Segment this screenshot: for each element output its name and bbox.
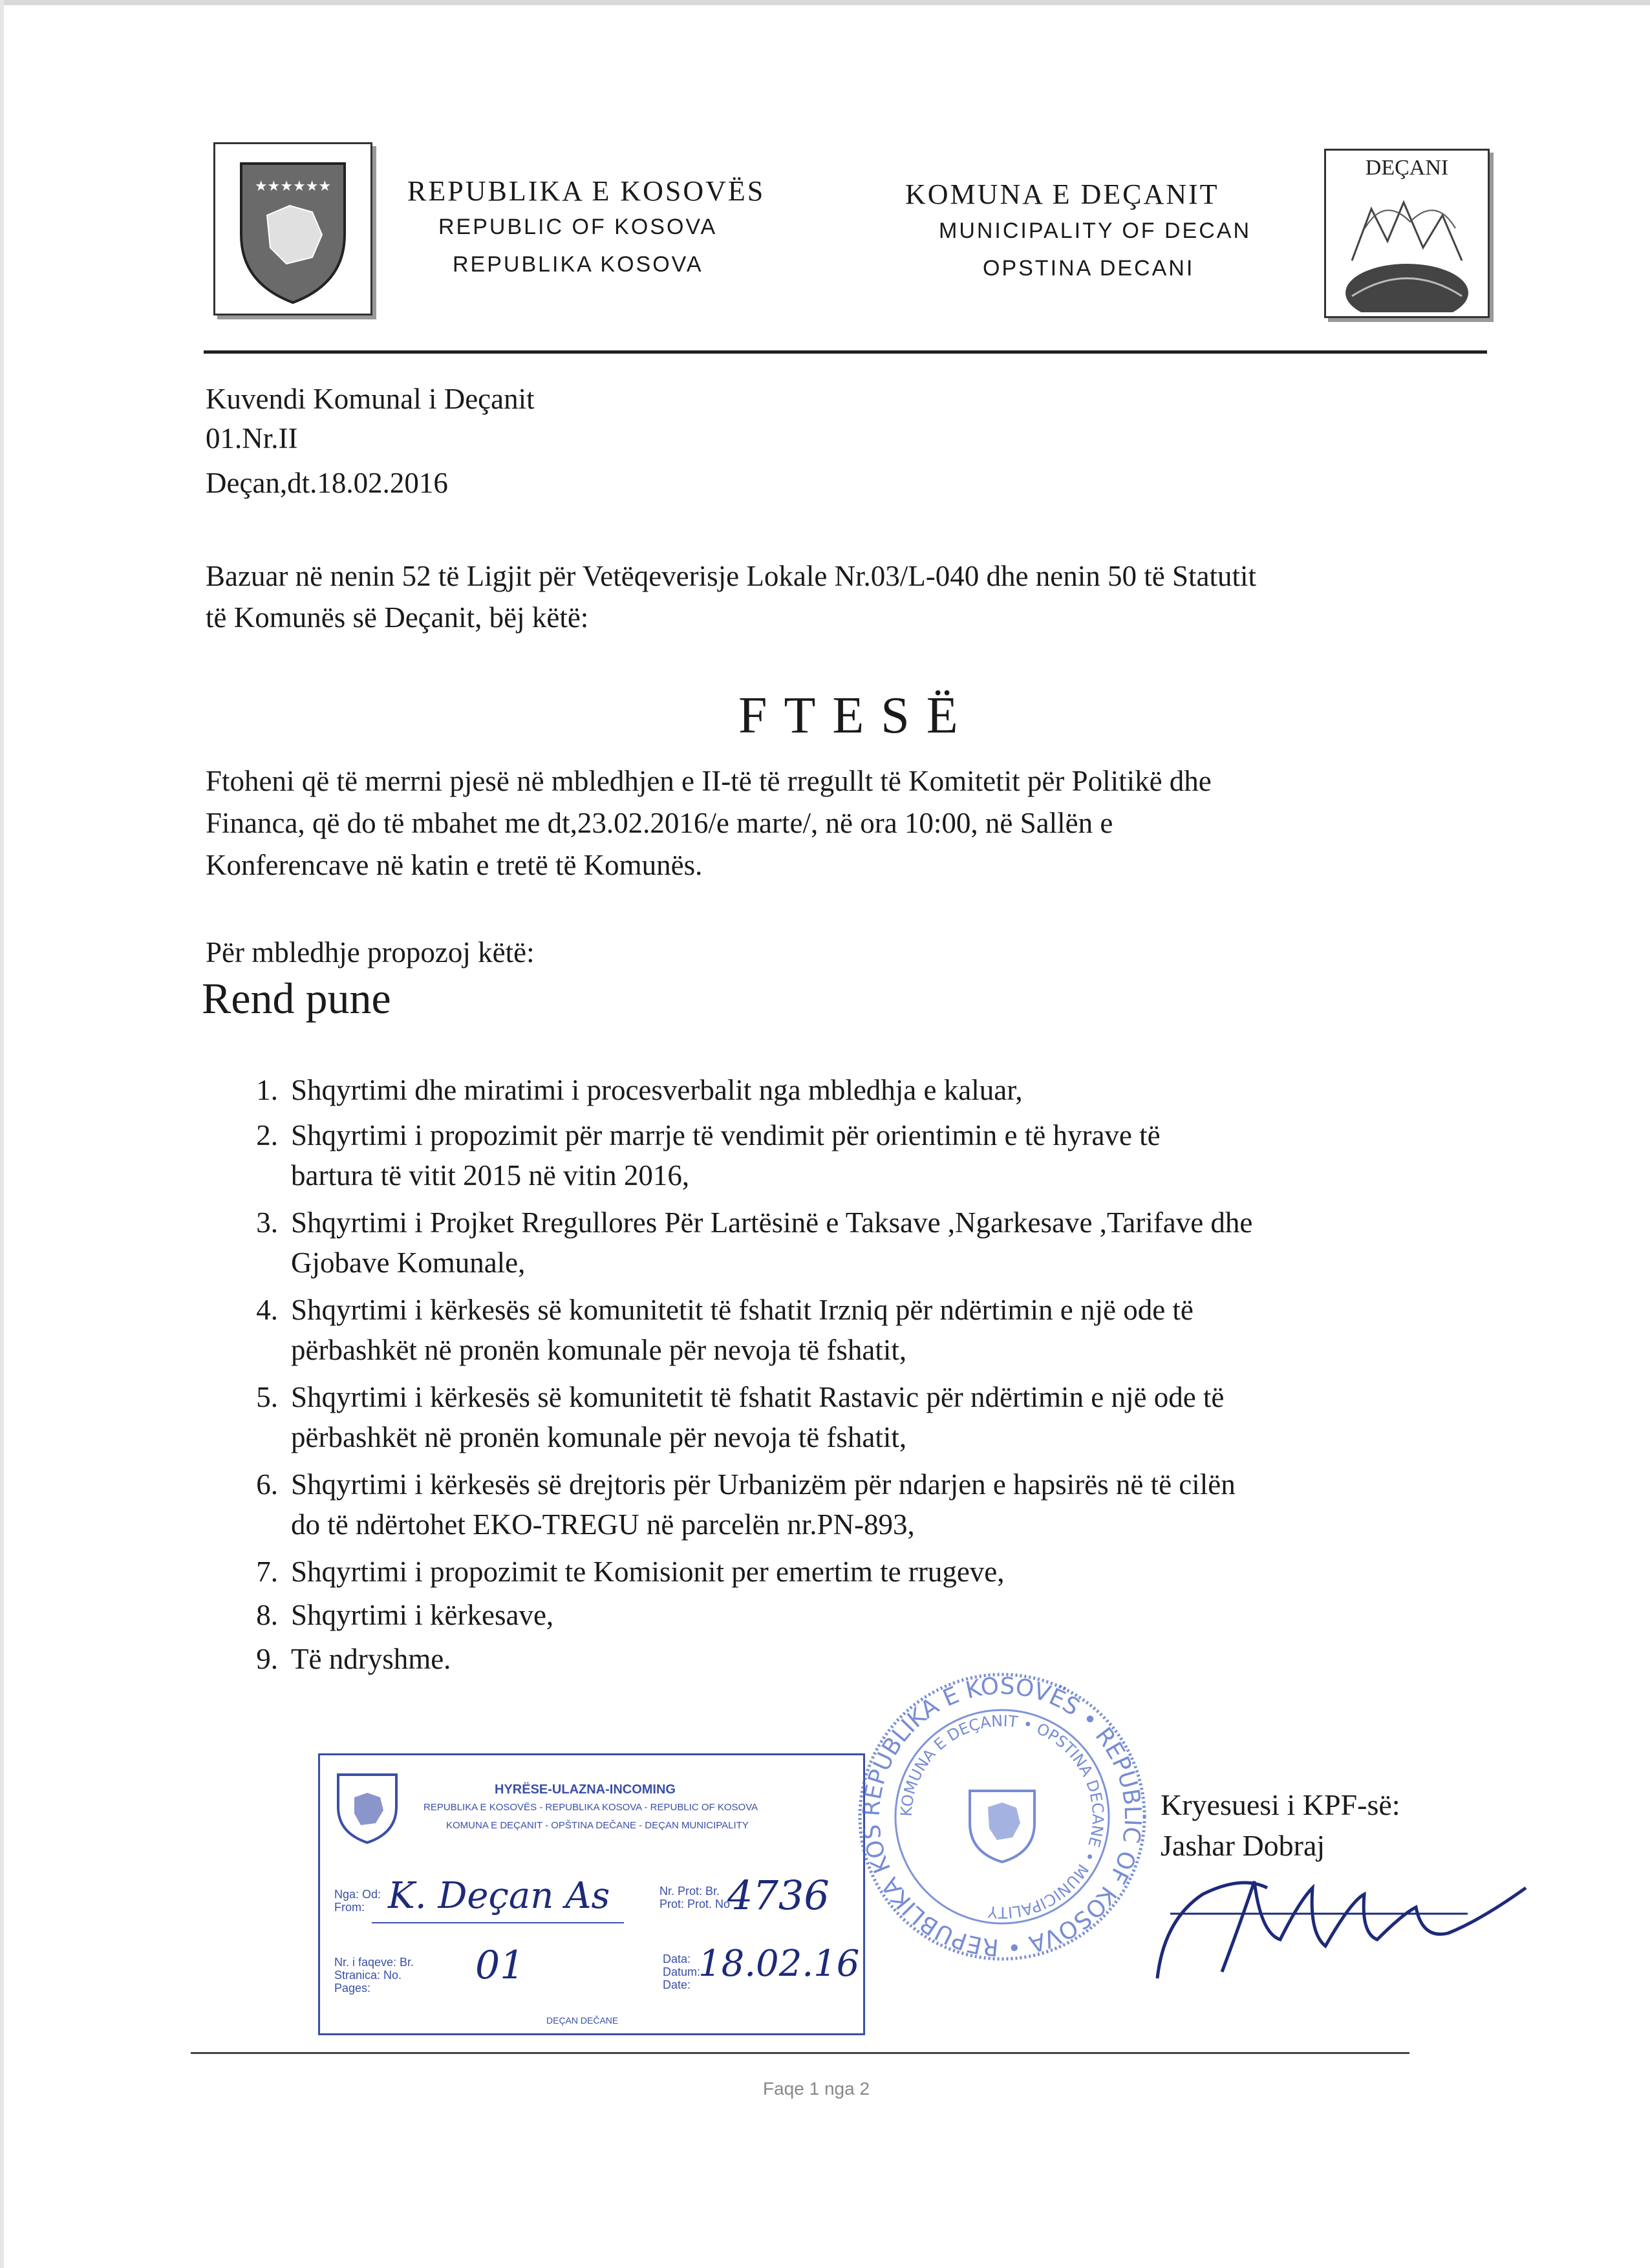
agenda-item-number: 6.	[256, 1468, 278, 1501]
handwritten-signature	[1144, 1862, 1545, 1991]
decani-logo	[1324, 149, 1490, 318]
municipality-seal	[853, 1668, 1151, 1965]
agenda-item-number: 5.	[256, 1381, 278, 1413]
agenda-item-text-cont: Gjobave Komunale,	[291, 1246, 526, 1279]
document-number: 01.Nr.II	[206, 422, 298, 455]
agenda-item-number: 3.	[256, 1206, 278, 1239]
document-title: FTESË	[738, 687, 975, 744]
signatory-name: Jashar Dobraj	[1161, 1829, 1325, 1862]
agenda-item-text-cont: do të ndërtohet EKO-TREGU në parcelën nr.PN-893,	[291, 1508, 915, 1541]
seal-outer-text: REPUBLIKA E KOSOVËS • REPUBLIC OF KOSOVA • REPUBLIKA KOS	[858, 1673, 1146, 1961]
stamp-title: HYRËSE-ULAZNA-INCOMING	[495, 1782, 676, 1797]
stamp-line-2: KOMUNA E DEÇANIT - OPŠTINA DEČANE - DEÇAN MUNICIPALITY	[446, 1820, 749, 1831]
agenda-item-number: 1.	[256, 1074, 278, 1106]
agenda-item-text: Shqyrtimi i kërkesave,	[291, 1599, 554, 1631]
header-divider	[204, 350, 1487, 354]
intro-line-2: të Komunës së Deçanit, bëj këtë:	[206, 601, 589, 634]
scan-edge-left	[0, 0, 4, 2268]
institution-name: Kuvendi Komunal i Deçanit	[206, 383, 535, 415]
stamp-line-1: REPUBLIKA E KOSOVËS - REPUBLIKA KOSOVA - REPUBLIC OF KOSOVA	[423, 1802, 758, 1813]
stamp-emblem-icon	[332, 1768, 403, 1846]
intro-line-1: Bazuar në nenin 52 të Ligjit për Vetëqeverisje Lokale Nr.03/L-040 dhe nenin 50 të Statutit	[206, 560, 1256, 592]
agenda-list	[239, 1070, 1487, 1684]
footer-divider	[191, 2052, 1409, 2054]
agenda-item-text: Të ndryshme.	[291, 1643, 451, 1675]
header-right-line3: OPSTINA DECANI	[983, 256, 1195, 281]
agenda-item-number: 4.	[256, 1294, 278, 1326]
agenda-item-number: 8.	[256, 1599, 278, 1631]
agenda-item-text: Shqyrtimi dhe miratimi i procesverbalit nga mbledhja e kaluar,	[291, 1074, 1023, 1106]
incoming-stamp	[318, 1753, 865, 2035]
header-right-line1: KOMUNA E DEÇANIT	[905, 178, 1219, 210]
agenda-item-text: Shqyrtimi i kërkesës së drejtoris për Urbanizëm për ndarjen e hapsirës në të cilën	[291, 1468, 1236, 1501]
stamp-from-label: Nga: Od: From:	[334, 1888, 381, 1914]
header-left-line1: REPUBLIKA E KOSOVËS	[407, 175, 766, 207]
agenda-item-text-cont: përbashkët në pronën komunale për nevoja të fshatit,	[291, 1334, 907, 1366]
seal-inner-text: KOMUNA E DEÇANIT • OPSTINA DECANE • MUNICIPALITY	[897, 1711, 1108, 1922]
agenda-item-text: Shqyrtimi i kërkesës së komunitetit të fshatit Irzniq për ndërtimin e një ode të	[291, 1294, 1194, 1326]
stamp-from-line	[372, 1922, 624, 1923]
invitation-line-2: Financa, që do të mbahet me dt,23.02.2016/e marte/, në ora 10:00, në Sallën e	[206, 807, 1113, 839]
stamp-date-label: Data: Datum: Date:	[663, 1952, 701, 1991]
proposal-intro: Për mbledhje propozoj këtë:	[206, 936, 535, 968]
agenda-item-text: Shqyrtimi i kërkesës së komunitetit të fshatit Rastavic për ndërtimin e një ode të	[291, 1381, 1225, 1413]
invitation-line-3: Konferencave në katin e tretë të Komunës.	[206, 849, 703, 881]
kosovo-emblem	[213, 142, 372, 316]
header-left-line2: REPUBLIC OF KOSOVA	[438, 215, 718, 239]
stamp-prot-value: 4736	[727, 1872, 830, 1919]
place-date: Deçan,dt.18.02.2016	[206, 467, 448, 499]
stamp-bottom: DEÇAN DEČANE	[546, 2015, 619, 2026]
header-right-line2: MUNICIPALITY OF DECAN	[939, 219, 1252, 243]
seal-graphic	[853, 1668, 1151, 1965]
agenda-item-text: Shqyrtimi i Projket Rregullores Për Lartësinë e Taksave ,Ngarkesave ,Tarifave dhe	[291, 1206, 1253, 1239]
agenda-title: Rend pune	[202, 974, 391, 1023]
agenda-item-number: 2.	[256, 1119, 278, 1151]
scan-edge-top	[0, 0, 1650, 5]
signatory-role: Kryesuesi i KPF-së:	[1161, 1788, 1400, 1821]
agenda-item-text: Shqyrtimi i propozimit te Komisionit per emertim te rrugeve,	[291, 1556, 1005, 1588]
agenda-item-number: 7.	[256, 1556, 278, 1588]
page-number: Faqe 1 nga 2	[763, 2079, 870, 2099]
stamp-from-value: K. Deçan As	[388, 1875, 610, 1917]
agenda-item-number: 9.	[256, 1643, 278, 1675]
stamp-pages-value: 01	[475, 1943, 525, 1988]
agenda-item-text: Shqyrtimi i propozimit për marrje të vendimit për orientimin e të hyrave të	[291, 1119, 1161, 1151]
agenda-item-text-cont: bartura të vitit 2015 në vitin 2016,	[291, 1159, 690, 1192]
svg-text:★★★★★★: ★★★★★★	[254, 178, 332, 195]
stamp-prot-label: Nr. Prot: Br. Prot: Prot. No	[659, 1885, 731, 1910]
invitation-line-1: Ftoheni që të merrni pjesë në mbledhjen e II-të të rregullt të Komitetit për Politikë dhe	[206, 765, 1212, 797]
logo-text: DEÇANI	[1365, 156, 1449, 180]
stamp-pages-label: Nr. i faqeve: Br. Stranica: No. Pages:	[334, 1956, 414, 1995]
stamp-date-value: 18.02.16	[698, 1943, 860, 1985]
header-left-line3: REPUBLIKA KOSOVA	[453, 252, 703, 277]
agenda-item-text-cont: përbashkët në pronën komunale për nevoja të fshatit,	[291, 1421, 907, 1453]
